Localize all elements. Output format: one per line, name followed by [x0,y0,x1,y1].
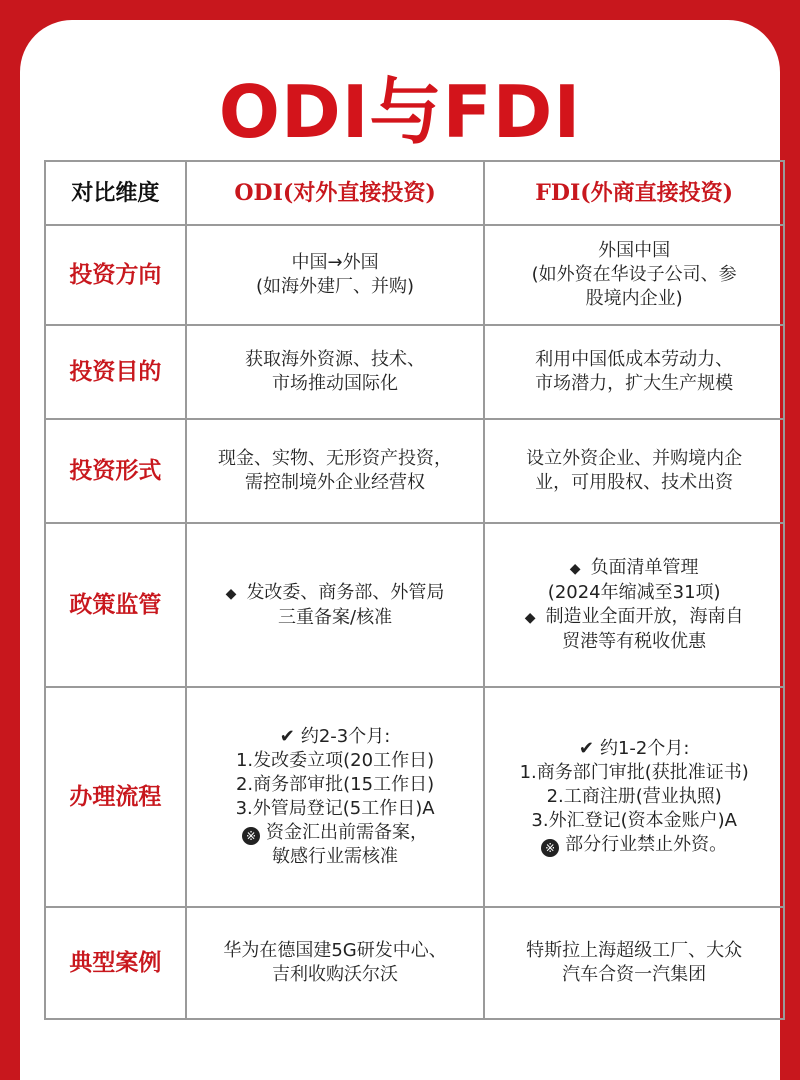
page-title: ODI与FDI [218,70,582,154]
diamond-icon: ◆ [225,585,237,602]
odi-cell-direction: 中国→外国 (如海外建厂、并购) [186,225,485,325]
table-row [45,907,784,1019]
header-odi: ODI(对外直接投资) [186,161,485,225]
comparison-table [44,160,785,1020]
row-label-cases: 典型案例 [45,907,186,1019]
table-row [45,325,784,419]
odi-cell-policy: ◆ 发改委、商务部、外管局 三重备案/核准 [186,523,485,687]
header-dimension: 对比维度 [45,161,186,225]
row-label-form: 投资形式 [45,419,186,523]
content-card [20,20,780,1080]
fdi-cell-cases: 特斯拉上海超级工厂、大众 汽车合资一汽集团 [484,907,784,1019]
reference-mark-icon: ※ [242,827,260,845]
table-row [45,225,784,325]
odi-cell-process: ✔ 约2-3个月: 1.发改委立项(20工作日) 2.商务部审批(15工作日) 3.外管局登记(5工作日)A ※ 资金汇出前需备案， 敏感行业需核准 [186,687,485,907]
row-label-process: 办理流程 [45,687,186,907]
header-fdi: FDI(外商直接投资) [484,161,784,225]
odi-cell-cases: 华为在德国建5G研发中心、 吉利收购沃尔沃 [186,907,485,1019]
check-icon: ✔ [279,726,295,747]
table-row [45,687,784,907]
fdi-cell-direction: 外国中国 (如外资在华设子公司、参 股境内企业) [484,225,784,325]
fdi-cell-policy: ◆ 负面清单管理 (2024年缩减至31项) ◆ 制造业全面开放，海南自 贸港等有税收优惠 [484,523,784,687]
table-row [45,523,784,687]
row-label-purpose: 投资目的 [45,325,186,419]
table-row [45,419,784,523]
odi-cell-purpose: 获取海外资源、技术、 市场推动国际化 [186,325,485,419]
reference-mark-icon: ※ [541,839,559,857]
diamond-icon: ◆ [524,610,536,626]
check-icon: ✔ [578,738,594,759]
fdi-cell-form: 设立外资企业、并购境内企 业，可用股权、技术出资 [484,419,784,523]
row-label-policy: 政策监管 [45,523,186,687]
row-label-direction: 投资方向 [45,225,186,325]
odi-cell-form: 现金、实物、无形资产投资， 需控制境外企业经营权 [186,419,485,523]
fdi-cell-purpose: 利用中国低成本劳动力、 市场潜力，扩大生产规模 [484,325,784,419]
header-row [45,161,784,225]
fdi-cell-process: ✔ 约1-2个月: 1.商务部门审批(获批准证书) 2.工商注册(营业执照) 3.外汇登记(资本金账户)A ※ 部分行业禁止外资。 [484,687,784,907]
diamond-icon: ◆ [569,561,581,577]
